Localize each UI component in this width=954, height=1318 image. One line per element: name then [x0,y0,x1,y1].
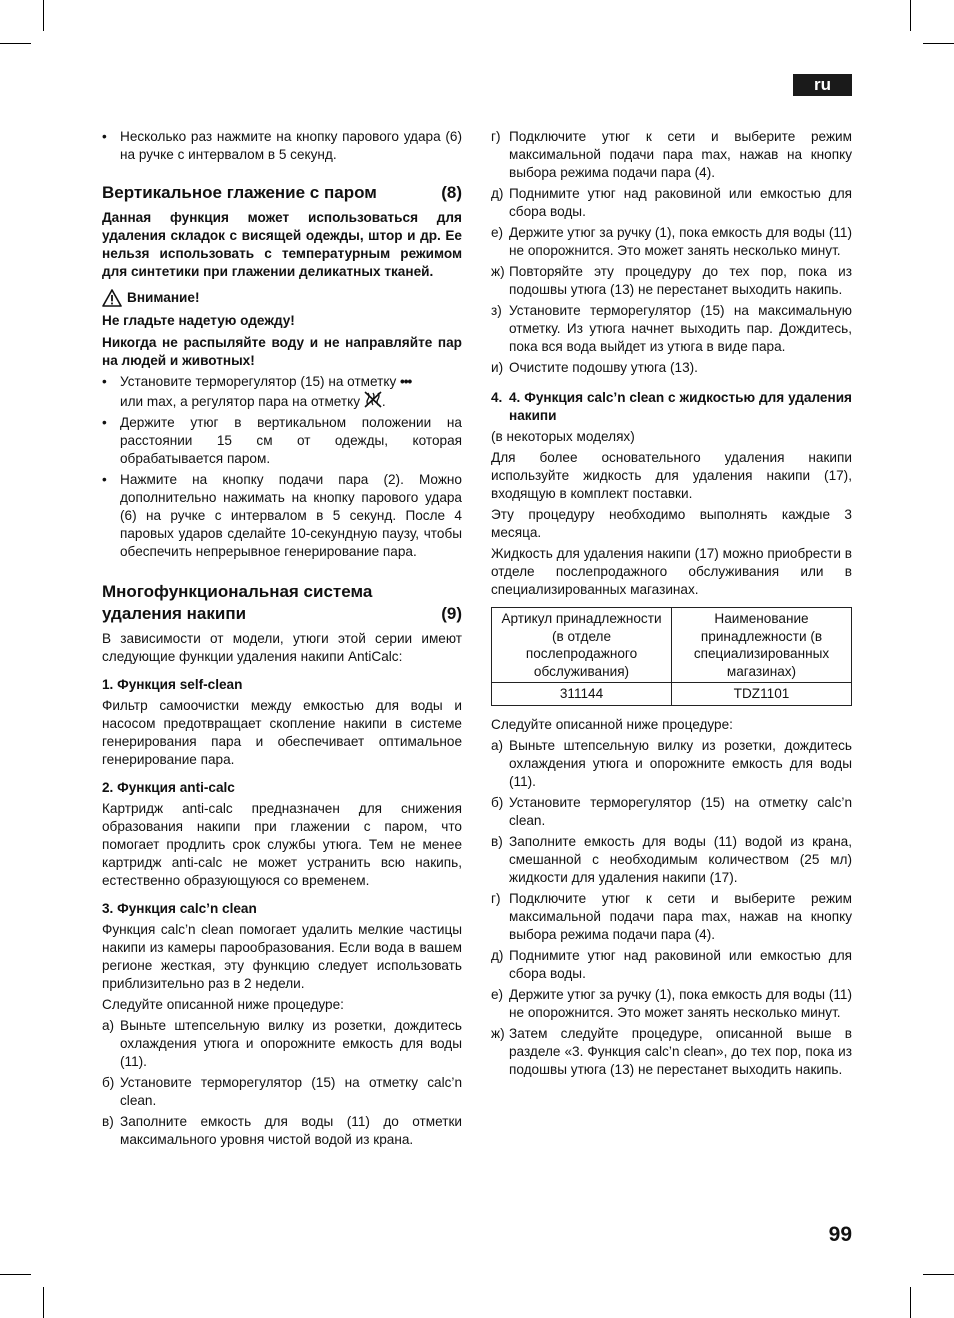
paragraph: Жидкость для удаления накипи (17) можно приобрести в отделе послепродажного обслуживания или в специализированных магазинах. [491,546,852,597]
crop-mark [0,1274,31,1275]
subsection-title-text: 4. Функция calc’n clean с жидкостью для удаления накипи [509,390,852,423]
step-text: Держите утюг за ручку (1), пока емкость для воды (11) не опорожнится. Это может занять несколько минут. [509,225,853,258]
list-item [491,986,852,1022]
step-marker: а) [491,737,504,753]
section-number: (8) [441,183,462,202]
step-text: Подключите утюг к сети и выберите режим максимальной подачи пара max, нажав на кнопку выбора режима подачи пара (4). [509,129,852,180]
subsection-title: 3. Функция calc’n clean [102,901,257,916]
paragraph: Для более основательного удаления накипи используйте жидкость для удаления накипи (17), входящую в комплект поставки. [491,450,852,501]
warning-text: Никогда не распыляйте воду и не направляйте пар на людей и животных! [102,335,462,368]
paragraph: Следуйте описанной ниже процедуре: [491,716,733,732]
step-marker: и) [491,360,504,375]
crop-mark [923,1274,954,1275]
list-text: Нажмите на кнопку подачи пара (2). Можно дополнительно нажимать на кнопку парового удара (6) на ручке с интервалом в 5 секунд. После 4 паровых ударов сделайте 10-секундную паузу, чтобы обеспечить непрерывное генерирование пара. [120,472,462,559]
section-lead: Данная функция может использоваться для удаления складок с висящей одежды, штор и др. Ее нельзя использовать с температурным режимом для синтетики при глажении деликатных тканей. [102,210,462,279]
paragraph: В зависимости от модели, утюги этой серии имеют следующие функции удаления накипи AntiCalc: [102,631,462,664]
step-marker: д) [491,186,504,201]
list-item [491,128,852,182]
list-item [102,1017,462,1071]
list-item [102,128,462,164]
step-marker: б) [102,1075,115,1090]
intro-bullet-text: Несколько раз нажмите на кнопку парового удара (6) на ручке с интервалом в 5 секунд. [120,129,462,162]
step-marker: а) [102,1018,115,1033]
table-cell: 311144 [492,683,672,706]
section-heading-anticalc [102,581,462,625]
crop-mark [43,1287,44,1318]
crop-mark [43,0,44,31]
list-item [102,1113,462,1149]
subsection-title [491,389,852,425]
subsection-title: 1. Функция self-clean [102,677,243,692]
step-text: Установите терморегулятор (15) на отметку calc’n clean. [509,794,852,828]
list-text: Установите терморегулятор (15) на отметку [120,374,397,389]
list-item [491,833,852,887]
bullet-marker: • [102,472,107,487]
table-header-cell: Артикул принадлежности (в отделе послепродажного обслуживания) [492,608,672,683]
step-marker: в) [491,833,503,849]
language-badge: ru [793,74,852,96]
paragraph: Функция calc’n clean помогает удалить мелкие частицы накипи из камеры парообразования. Если вода в вашем регионе жесткая, эту функцию следует использовать приблизительно раз в 2 недели. [102,922,462,991]
list-item [491,890,852,944]
step-text: Повторяйте эту процедуру до тех пор, пока из подошвы утюга (13) не перестанет выходить накипь. [509,264,852,297]
step-marker: е) [491,986,504,1002]
step-text: Держите утюг за ручку (1), пока емкость для воды (11) не опорожнится. Это может занять несколько минут. [509,986,853,1020]
step-marker: ж) [491,264,505,279]
bullet-marker: • [102,129,107,144]
page-number: 99 [828,1223,852,1246]
list-item [491,1025,852,1079]
paragraph: Эту процедуру необходимо выполнять каждые 3 месяца. [491,507,852,540]
list-item [491,185,852,221]
list-item [102,1074,462,1110]
step-marker: е) [491,225,504,240]
step-text: Заполните емкость для воды (11) водой из крана, смешанной с необходимым количеством (25 мл) жидкости для удаления накипи (17). [509,833,852,885]
list-text: или max, а регулятор пара на отметку [120,394,361,409]
section-title: Многофункциональная система удаления накипи [102,582,373,623]
table-header-cell: Наименование принадлежности (в специализированных магазинах) [672,608,852,683]
right-column [491,128,852,1082]
accessory-table [491,607,852,706]
step-text: Подключите утюг к сети и выберите режим максимальной подачи пара max, нажав на кнопку выбора режима подачи пара (4). [509,890,852,942]
step-text: Выньте штепсельную вилку из розетки, дождитесь охлаждения утюга и опорожните емкость для воды (11). [120,1018,462,1069]
warning-label: Внимание! [127,290,200,305]
step-marker: г) [491,890,501,906]
subsection-number: 4. [491,390,503,405]
warning-triangle-icon [102,289,122,307]
list-item [491,302,852,356]
step-marker: б) [491,794,504,810]
bullet-marker: • [102,415,107,430]
step-text: Установите терморегулятор (15) на отметку calc’n clean. [120,1075,462,1108]
left-column [102,128,462,1152]
step-marker: ж) [491,1025,505,1041]
table-cell: TDZ1101 [672,683,852,706]
step-text: Выньте штепсельную вилку из розетки, дождитесь охлаждения утюга и опорожните емкость для воды (11). [509,737,852,789]
step-text: Поднимите утюг над раковиной или емкостью для сбора воды. [509,947,852,981]
list-item [491,794,852,830]
warning-row [102,289,462,307]
crop-mark [910,0,911,31]
step-text: Очистите подошву утюга (13). [509,360,698,375]
section-title: Вертикальное глажение с паром [102,183,377,202]
crop-mark [910,1287,911,1318]
step-text: Затем следуйте процедуре, описанной выше в разделе «3. Функция calc’n clean», до тех пор, пока из подошвы утюга (13) не перестанет выходить накипь. [509,1025,852,1077]
list-item [491,359,852,377]
list-item [491,263,852,299]
table-row [492,608,852,683]
section-heading-vertical-steam [102,182,462,204]
list-item [102,373,462,411]
step-text: Заполните емкость для воды (11) до отметки максимального уровня чистой водой из крана. [120,1114,462,1147]
list-item [491,224,852,260]
warning-text: Не гладьте надетую одежду! [102,313,295,328]
list-text: Держите утюг в вертикальном положении на расстоянии 15 см от одежды, которая обрабатывается паром. [120,415,462,466]
paragraph: (в некоторых моделях) [491,429,635,444]
section-number: (9) [441,604,462,623]
list-text: . [381,394,386,409]
crop-mark [0,43,31,44]
list-item [491,947,852,983]
step-text: Установите терморегулятор (15) на максимальную отметку. Из утюга начнет выходить пар. Дождитесь, пока вся вода выйдет из утюга в виде пара. [509,303,852,354]
steam-off-icon [364,391,382,408]
paragraph: Следуйте описанной ниже процедуре: [102,997,344,1012]
list-item [491,737,852,791]
step-marker: г) [491,129,501,144]
bullet-marker: • [102,374,107,389]
temperature-dots-symbol: ••• [400,374,412,389]
crop-mark [923,43,954,44]
subsection-title: 2. Функция anti-calc [102,780,235,795]
step-marker: в) [102,1114,114,1129]
paragraph: Фильтр самоочистки между емкостью для воды и насосом предотвращает скопление накипи в системе генерирования пара и обеспечивает оптимальное генерирование пара. [102,698,462,767]
list-item [102,471,462,561]
table-row [492,683,852,706]
step-marker: д) [491,947,504,963]
step-marker: з) [491,303,502,318]
step-text: Поднимите утюг над раковиной или емкостью для сбора воды. [509,186,852,219]
paragraph: Картридж anti-calc предназначен для снижения образования накипи при глажении с паром, что помогает продлить срок службы утюга. Тем не менее картридж anti-calc не может устранить всю накипь, естественно образующуюся со временем. [102,801,462,888]
list-item [102,414,462,468]
